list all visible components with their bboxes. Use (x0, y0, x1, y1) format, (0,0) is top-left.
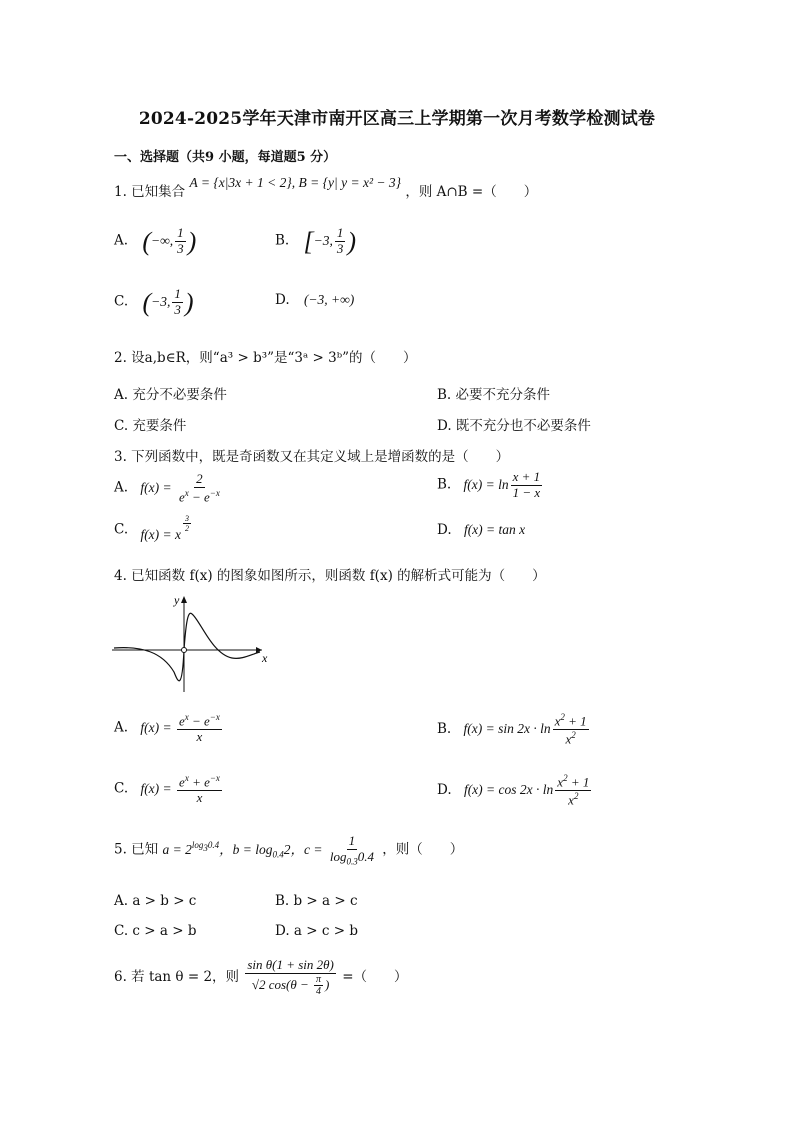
question-1-stem (114, 175, 538, 200)
question-2-stem: 2. 设a,b∈R，则“a³ > b³”是“3ᵃ > 3ᵇ”的（ ） (114, 350, 417, 366)
q1-option-a: A. (−∞, $\frac{1}{3}$ ) (114, 225, 197, 256)
question-3-stem: 3. 下列函数中，既是奇函数又在其定义域上是增函数的是（ ） (114, 449, 510, 465)
q2-option-a: A. 充分不必要条件 (114, 387, 227, 403)
q4-option-d: D. f(x) = cos 2x · ln $\frac{x^2 + 1}{x^2}$ (437, 773, 590, 808)
q4-option-a: A. f(x) = $\frac{e^x - e^{-x}}{x}$ (114, 712, 220, 745)
q1-option-c: C. (−3, $\frac{1}{3}$ ) (114, 286, 194, 317)
question-6-stem: 6. 若 tan θ = 2，则 sin θ(1 + sin 2θ) √2 cos(θ − $\frac{\pi}{4}$ ) =（ ） (114, 957, 408, 998)
q4-option-b: B. f(x) = sin 2x · ln $\frac{x^2 + 1}{x^2}$ (437, 712, 587, 747)
q1-prefix: 1. 已知集合 (114, 184, 186, 200)
function-curve (114, 613, 260, 681)
q2-option-c: C. 充要条件 (114, 418, 187, 434)
q4-option-c: C. f(x) = $\frac{e^x + e^{-x}}{x}$ (114, 773, 220, 806)
y-axis-arrow (181, 596, 187, 603)
x-axis-label: x (262, 651, 268, 665)
q3-option-b: B. f(x) = ln $\frac{x + 1}{1 - x}$ (437, 469, 541, 500)
section-heading: 一、选择题（共9 小题，每道题5 分） (114, 150, 337, 165)
q3-option-c: C. f(x) = x $^{\frac{3}{2}}$ (114, 514, 190, 543)
q5-option-c: C. c > a > b (114, 923, 197, 939)
q1-option-b: B. [−3, $\frac{1}{3}$ ) (275, 225, 357, 256)
question-5-stem: 5. 已知 $a = 2^{log_30.4}$，$b = \log_{0.4}2$，c = $\frac{1}{\log_{0.3}0.4}$ ，则（ ） (114, 833, 464, 867)
origin-point (182, 648, 187, 653)
q1-suffix: ，则 A∩B =（ ） (405, 184, 538, 200)
q3-option-a: A. f(x) = $\frac{2}{e^x - e^{-x}}$ (114, 471, 220, 505)
q1-option-d: D. (−3, +∞) (275, 292, 355, 308)
q5-option-d: D. a > c > b (275, 923, 358, 939)
q3-option-d: D. f(x) = tan x (437, 522, 526, 538)
q5-option-a: A. a > b > c (114, 893, 197, 909)
y-axis-label: y (174, 593, 180, 607)
exam-title: 2024-2025学年天津市南开区高三上学期第一次月考数学检测试卷 (138, 109, 656, 129)
question-4-stem: 4. 已知函数 f(x) 的图象如图所示，则函数 f(x) 的解析式可能为（ ） (114, 568, 546, 584)
function-graph (112, 592, 277, 694)
q2-option-b: B. 必要不充分条件 (437, 387, 551, 403)
q2-option-d: D. 既不充分也不必要条件 (437, 418, 591, 434)
q5-option-b: B. b > a > c (275, 893, 358, 909)
q1-sets: A = {x|3x + 1 < 2}, B = {y| y = x² − 3} (189, 175, 402, 190)
